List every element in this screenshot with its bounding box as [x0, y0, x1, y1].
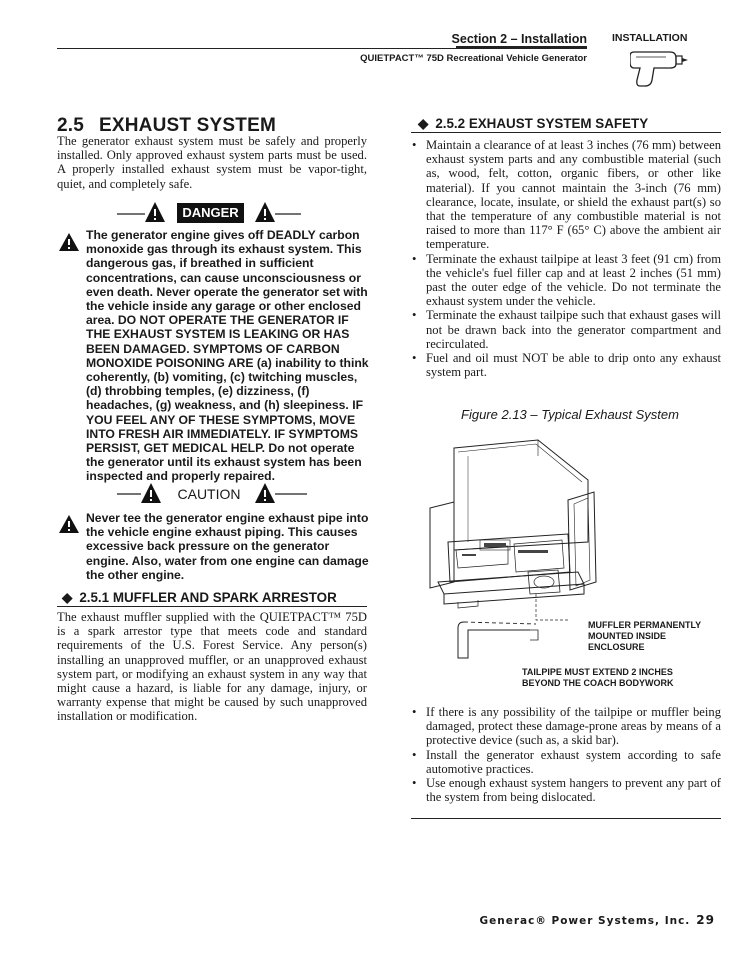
- list-item: • Install the generator exhaust system according to safe automotive practices.: [412, 747, 721, 776]
- safety-bullet-list: [411, 138, 721, 379]
- danger-label: DANGER: [182, 205, 239, 220]
- list-item: • Use enough exhaust system hangers to prevent any part of the system from being dislocated.: [412, 776, 721, 805]
- drill-icon: [630, 46, 690, 95]
- section-end-rule: [411, 818, 721, 819]
- list-item: • If there is any possibility of the tailpipe or muffler being damaged, protect these damage-prone areas by means of a protective device (such as, a skid bar).: [412, 705, 721, 748]
- safety-bullet-list-continued: [411, 705, 721, 804]
- exhaust-system-illustration: [418, 432, 608, 677]
- chapter-tab-label: INSTALLATION: [612, 32, 688, 44]
- section-title: Section 2 – Installation: [451, 32, 587, 46]
- page-footer: [470, 913, 715, 927]
- page-number: 29: [696, 913, 715, 927]
- intro-paragraph: The generator exhaust system must be safely and properly installed. Only approved exhaust system parts must be used. A properly installed exhaust system must be vapor-tight, quiet, and completely safe.: [57, 134, 367, 191]
- warning-triangle-icon: [58, 514, 80, 539]
- muffler-paragraph: The exhaust muffler supplied with the QUIETPACT™ 75D is a spark arrestor type that meets code and standard requirements of the U.S. Forest Service. Any person(s) installing an unapproved muffler, or an unapproved exhaust system part, or modifying an exhaust system in any way that might cause a hazard, is liable for any damage, injury, or warranty expense that might be caused by such unapproved installation or modification.: [57, 610, 367, 724]
- figure-caption: Figure 2.13 – Typical Exhaust System: [461, 407, 679, 422]
- footer-company: Generac® Power Systems, Inc.: [479, 915, 691, 927]
- diamond-bullet-icon: ◆: [418, 116, 429, 131]
- warning-triangle-icon: [58, 232, 80, 257]
- caution-header: [117, 482, 307, 506]
- header-rule-thick: [456, 46, 587, 48]
- list-item: • Terminate the exhaust tailpipe such that exhaust gases will not be drawn back into the generator compartment and recirculated.: [412, 308, 721, 351]
- danger-text: The generator engine gives off DEADLY carbon monoxide gas through its exhaust system. This dangerous gas, if breathed in sufficient concentrations, can cause unconsciousness or even death. Never operate the generator set with the vehicle inside any garage or other enclosed area. DO NOT OPERATE THE GENERATOR IF THE EXHAUST SYSTEM IS LEAKING OR HAS BEEN DAMAGED. SYMPTOMS OF CARBON MONOXIDE POISONING ARE (a) inability to think coherently, (b) vomiting, (c) twitching muscles, (d) throbbing temples, (e) dizziness, (f) headaches, (g) weakness, and (h) sleepiness. IF YOU FEEL ANY OF THESE SYMPTOMS, MOVE INTO FRESH AIR IMMEDIATELY. IF SYMPTOMS PERSIST, GET MEDICAL HELP. Do not operate the generator until its exhaust system has been inspected and properly repaired.: [86, 228, 369, 484]
- subsection-heading-safety: ◆ 2.5.2 EXHAUST SYSTEM SAFETY: [418, 116, 649, 131]
- list-item: • Maintain a clearance of at least 3 inches (76 mm) between exhaust system parts and any combustible material (such as, wood, felt, cotton, organic fibers, or other like material). If you cannot maintain the 3-inch (76 mm) clearance, locate, insulate, or shield the exhaust part(s) so that the temperature of any combustible material is not raised to more than 117° F (65° C) above the ambient air temperature.: [412, 138, 721, 252]
- heading-rule: [411, 132, 721, 133]
- caution-label: CAUTION: [177, 486, 241, 502]
- product-subtitle: QUIETPACT™ 75D Recreational Vehicle Generator: [360, 53, 587, 64]
- header-rule: [57, 48, 587, 49]
- danger-header: [117, 200, 301, 226]
- section-heading-text: EXHAUST SYSTEM: [99, 115, 276, 136]
- subsection-heading-muffler: ◆ 2.5.1 MUFFLER AND SPARK ARRESTOR: [62, 590, 337, 605]
- list-item: • Fuel and oil must NOT be able to drip onto any exhaust system part.: [412, 351, 721, 380]
- figure-label-muffler: MUFFLER PERMANENTLY MOUNTED INSIDE ENCLOSURE: [588, 620, 702, 652]
- caution-text: Never tee the generator engine exhaust pipe into the vehicle engine exhaust piping. This causes excessive back pressure on the generator engine. Also, water from one engine can damage the other engine.: [86, 511, 369, 582]
- figure-label-tailpipe: TAILPIPE MUST EXTEND 2 INCHES BEYOND THE COACH BODYWORK: [522, 667, 674, 688]
- section-number: 2.5: [57, 115, 85, 136]
- heading-rule: [57, 606, 367, 607]
- diamond-bullet-icon: ◆: [62, 590, 73, 605]
- list-item: • Terminate the exhaust tailpipe at least 3 feet (91 cm) from the vehicle's fuel filler cap and at least 2 inches (51 mm) past the outer edge of the vehicle. Do not terminate the exhaust system under the vehicle.: [412, 251, 721, 309]
